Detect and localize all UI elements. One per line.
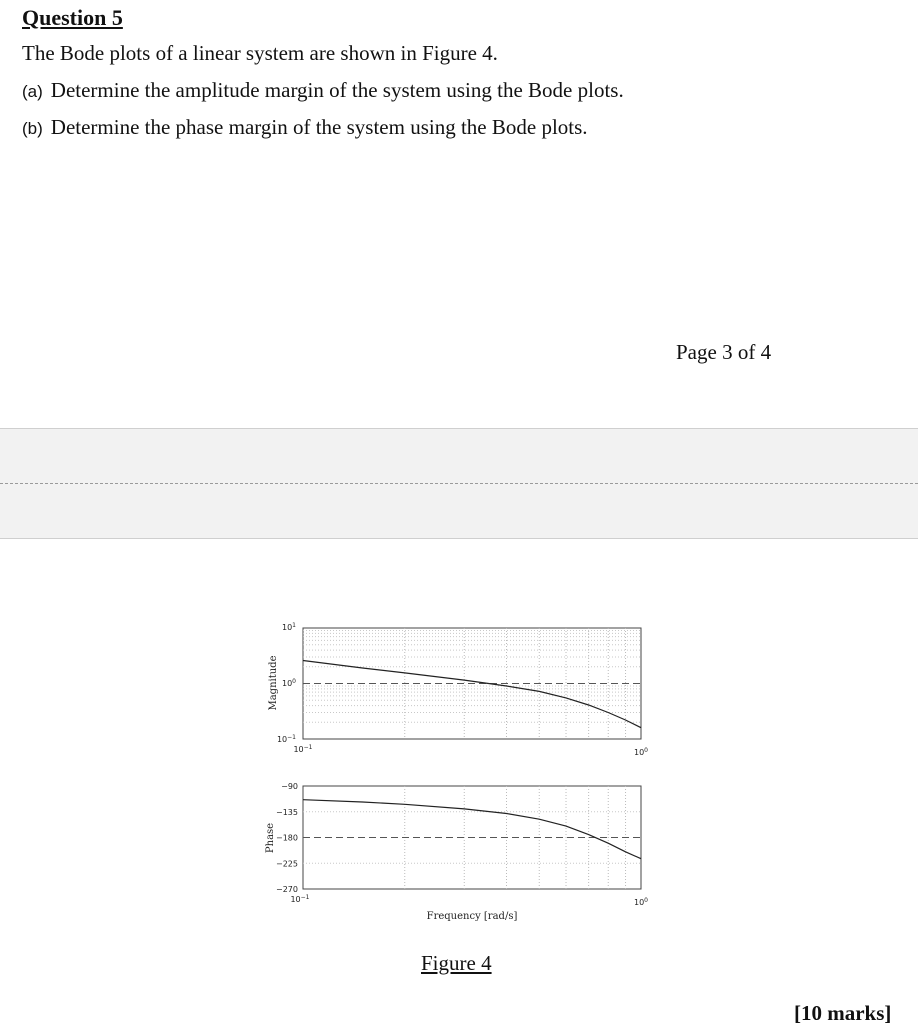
phase-ytick-label: −135 [276, 807, 298, 817]
phase-axis-label: Phase [265, 822, 276, 854]
question-intro: The Bode plots of a linear system are shown in Figure 4. [22, 41, 498, 65]
mag-ytick-mid: $10^0$ [281, 677, 296, 688]
question-title: Question 5 [22, 5, 123, 30]
part-b-text: Determine the phase margin of the system using the Bode plots. [50, 115, 588, 139]
phase-ytick-label: −90 [281, 782, 298, 791]
phase-ytick-label: −180 [276, 833, 298, 843]
phase-ytick-label: −270 [276, 885, 298, 894]
part-b [22, 115, 588, 140]
magnitude-plot [268, 622, 648, 758]
page-break-gap [0, 428, 918, 539]
bode-figure [0, 600, 918, 930]
page-number: Page 3 of 4 [676, 340, 772, 364]
mag-xtick-right: $10^0$ [633, 746, 649, 757]
marks-total: [10 marks] [794, 1001, 892, 1025]
phase-yticks [276, 782, 298, 894]
magnitude-axis-label: Magnitude [268, 655, 279, 711]
ph-xtick-left: $10^{-1}$ [290, 893, 310, 904]
page-break-line [0, 483, 918, 484]
part-a [22, 78, 624, 103]
phase-plot [265, 782, 648, 922]
phase-ytick-label: −225 [276, 859, 298, 869]
part-b-label: (b) [22, 119, 43, 138]
part-a-label: (a) [22, 82, 43, 101]
mag-xtick-left: $10^{-1}$ [293, 743, 313, 754]
ph-xtick-right: $10^0$ [633, 896, 649, 907]
part-a-text: Determine the amplitude margin of the system using the Bode plots. [50, 78, 624, 102]
frequency-axis-label: Frequency [rad/s] [426, 911, 518, 922]
mag-ytick-bot: $10^{-1}$ [276, 733, 296, 744]
mag-ytick-top: $10^1$ [281, 621, 296, 632]
figure-caption: Figure 4 [421, 951, 492, 975]
